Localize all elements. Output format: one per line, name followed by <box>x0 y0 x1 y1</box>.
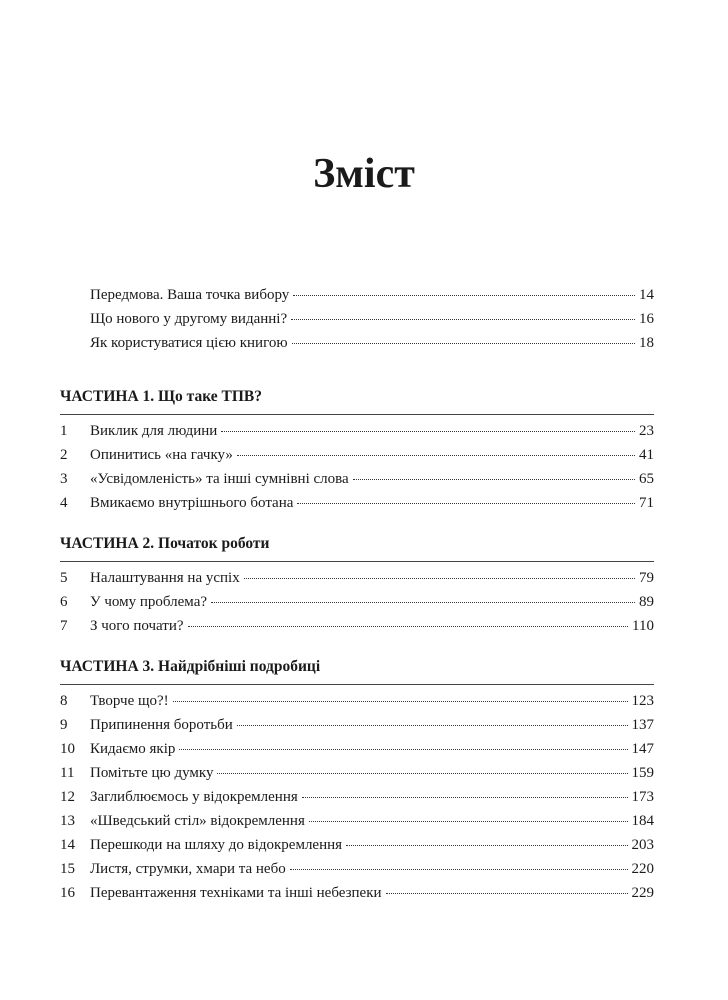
toc-chapter[interactable] <box>60 467 654 491</box>
part-heading[interactable]: ЧАСТИНА 1. Що таке ТПВ? <box>60 388 262 405</box>
dot-leader <box>217 773 627 774</box>
toc-chapter[interactable] <box>60 857 654 881</box>
dot-leader <box>302 797 628 798</box>
entry-page: 14 <box>639 287 654 303</box>
toc-chapter[interactable] <box>60 419 654 443</box>
chapter-number: 2 <box>60 447 68 463</box>
entry-page: 147 <box>631 741 654 757</box>
chapter-number: 3 <box>60 471 68 487</box>
entry-page: 220 <box>631 861 654 877</box>
entry-page: 89 <box>639 594 654 610</box>
entry-title: Перешкоди на шляху до відокремлення <box>90 837 343 853</box>
entry-title: Листя, струмки, хмари та небо <box>90 861 286 877</box>
chapter-number: 11 <box>60 765 75 781</box>
entry-title: «Шведський стіл» відокремлення <box>90 813 305 829</box>
entry-page: 110 <box>632 618 654 634</box>
dot-leader <box>211 602 635 603</box>
part-divider <box>60 414 654 415</box>
entry-page: 137 <box>631 717 654 733</box>
chapter-number: 10 <box>60 741 75 757</box>
chapter-number: 9 <box>60 717 68 733</box>
entry-title: Що нового у другому виданні? <box>90 311 288 327</box>
entry-title: Передмова. Ваша точка вибору <box>90 287 290 303</box>
toc-intro <box>60 283 654 355</box>
entry-title: Припинення боротьби <box>90 717 233 733</box>
entry-title: Перевантаження техніками та інші небезпеки <box>90 885 382 901</box>
toc-entry-whats-new[interactable] <box>60 307 654 331</box>
dot-leader <box>188 626 629 627</box>
entry-title: Як користуватися цією книгою <box>90 335 288 351</box>
entry-page: 229 <box>631 885 654 901</box>
toc-chapter[interactable] <box>60 566 654 590</box>
toc-chapter[interactable] <box>60 689 654 713</box>
toc-chapter[interactable] <box>60 614 654 638</box>
entry-title: Помітьте цю думку <box>90 765 214 781</box>
entry-page: 65 <box>639 471 654 487</box>
toc-chapter[interactable] <box>60 833 654 857</box>
dot-leader <box>221 431 635 432</box>
toc-chapter[interactable] <box>60 785 654 809</box>
dot-leader <box>291 319 635 320</box>
dot-leader <box>237 455 635 456</box>
page-title: Зміст <box>313 151 415 197</box>
part-divider <box>60 684 654 685</box>
entry-page: 23 <box>639 423 654 439</box>
toc-entry-how-to-use[interactable] <box>60 331 654 355</box>
entry-page: 71 <box>639 495 654 511</box>
chapter-number: 14 <box>60 837 75 853</box>
dot-leader <box>386 893 628 894</box>
entry-title: Вмикаємо внутрішнього ботана <box>90 495 294 511</box>
toc-chapter[interactable] <box>60 881 654 905</box>
dot-leader <box>293 295 635 296</box>
chapter-number: 16 <box>60 885 75 901</box>
chapter-number: 12 <box>60 789 75 805</box>
toc-chapter[interactable] <box>60 761 654 785</box>
part-divider <box>60 561 654 562</box>
entry-title: Опинитись «на гачку» <box>90 447 233 463</box>
toc-part-2 <box>60 531 654 638</box>
toc-part-3 <box>60 654 654 905</box>
chapter-number: 4 <box>60 495 68 511</box>
chapter-number: 1 <box>60 423 68 439</box>
entry-page: 173 <box>631 789 654 805</box>
part-heading[interactable]: ЧАСТИНА 2. Початок роботи <box>60 535 270 552</box>
chapter-number: 8 <box>60 693 68 709</box>
toc-chapter[interactable] <box>60 737 654 761</box>
part-heading[interactable]: ЧАСТИНА 3. Найдрібніші подробиці <box>60 658 321 675</box>
toc-chapter[interactable] <box>60 491 654 515</box>
entry-title: Творче що?! <box>90 693 169 709</box>
toc-part-1 <box>60 384 654 515</box>
entry-page: 41 <box>639 447 654 463</box>
dot-leader <box>244 578 635 579</box>
chapter-number: 7 <box>60 618 68 634</box>
dot-leader <box>309 821 628 822</box>
chapter-number: 6 <box>60 594 68 610</box>
dot-leader <box>297 503 635 504</box>
chapter-number: 13 <box>60 813 75 829</box>
entry-title: Налаштування на успіх <box>90 570 240 586</box>
entry-title: «Усвідомленість» та інші сумнівні слова <box>90 471 349 487</box>
toc-chapter[interactable] <box>60 443 654 467</box>
entry-page: 203 <box>631 837 654 853</box>
dot-leader <box>353 479 635 480</box>
entry-title: З чого почати? <box>90 618 184 634</box>
entry-title: Заглиблюємось у відокремлення <box>90 789 298 805</box>
toc-entry-preface[interactable] <box>60 283 654 307</box>
entry-page: 79 <box>639 570 654 586</box>
dot-leader <box>290 869 628 870</box>
chapter-number: 15 <box>60 861 75 877</box>
entry-title: У чому проблема? <box>90 594 208 610</box>
dot-leader <box>179 749 627 750</box>
entry-page: 18 <box>639 335 654 351</box>
toc-chapter[interactable] <box>60 590 654 614</box>
dot-leader <box>237 725 628 726</box>
entry-title: Кидаємо якір <box>90 741 176 757</box>
chapter-number: 5 <box>60 570 68 586</box>
toc-chapter[interactable] <box>60 809 654 833</box>
toc-chapter[interactable] <box>60 713 654 737</box>
entry-page: 16 <box>639 311 654 327</box>
entry-page: 159 <box>631 765 654 781</box>
entry-title: Виклик для людини <box>90 423 218 439</box>
dot-leader <box>173 701 628 702</box>
dot-leader <box>346 845 627 846</box>
entry-page: 184 <box>631 813 654 829</box>
entry-page: 123 <box>631 693 654 709</box>
dot-leader <box>292 343 635 344</box>
